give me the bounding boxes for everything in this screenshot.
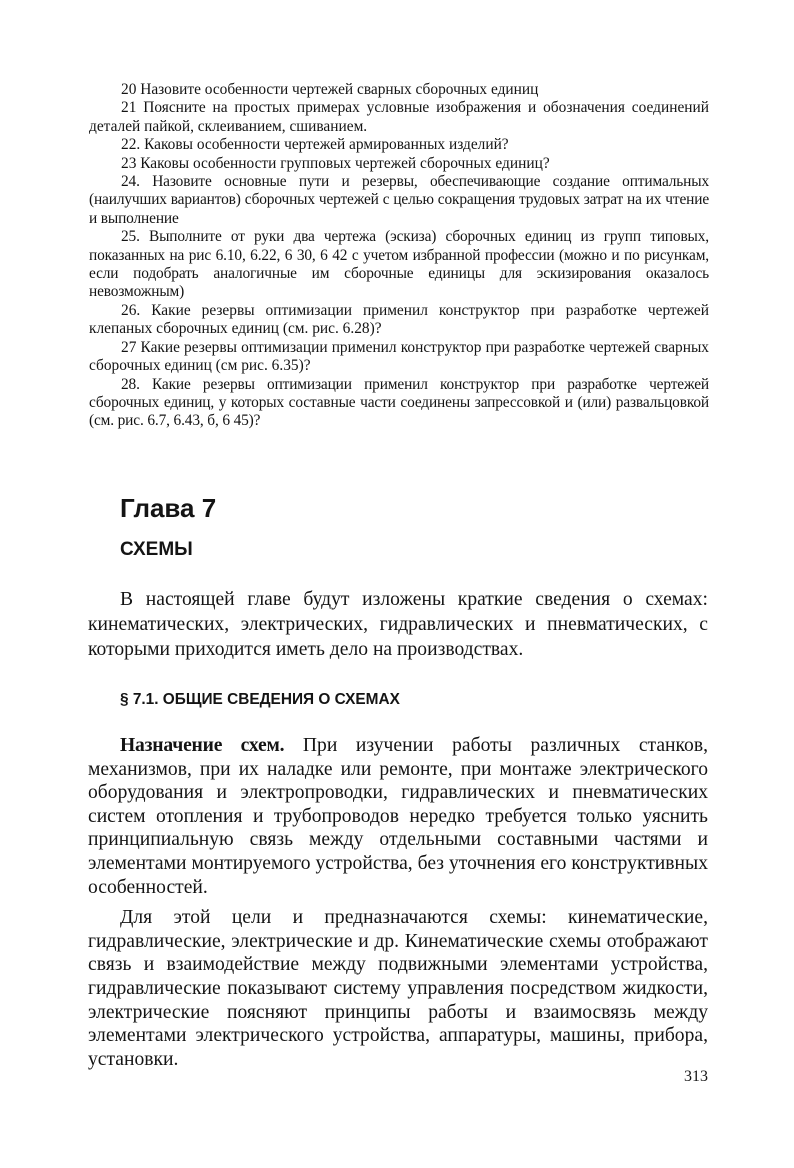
question-21: 21 Поясните на простых примерах условные изображения и обозначения соединений деталей пайкой, склеиванием, сшиванием. <box>89 99 709 135</box>
paragraph-purpose-text: При изучении работы различных станков, механизмов, при их наладке или ремонте, при монтаже электрического оборудования и электропроводки, гидравлических и пневматических систем отопления и трубопроводов нередко требуется только уяснить принципиальную связь между отдельными составными частями и элементами монтируемого устройства, без уточнения его конструктивных особенностей. <box>88 735 708 898</box>
paragraph-types: Для этой цели и предназначаются схемы: кинематические, гидравлические, электрические и др. Кинематические схемы отображают связь и взаимодействие между подвижными элементами устройства, гидравлические показывают систему управления посредством жидкости, электрические поясняют принципы работы и взаимосвязь между элементами электрического устройства, аппаратуры, машины, прибора, установки. <box>88 907 708 1070</box>
question-27: 27 Какие резервы оптимизации применил конструктор при разработке чертежей сварных сборочных единиц (см рис. 6.35)? <box>89 338 709 375</box>
question-22: 22. Каковы особенности чертежей армированных изделий? <box>121 136 509 154</box>
question-25: 25. Выполните от руки два чертежа (эскиза) сборочных единиц из групп типовых, показанных на рис 6.10, 6.22, 6 30, 6 42 с учетом избранной профессии (можно и по рисункам, если подобрать аналогичные им сборочные единицы для эскизирования оказалось невозможным) <box>89 228 709 301</box>
chapter-intro: В настоящей главе будут изложены краткие сведения о схемах: кинематических, электрических, гидравлических и пневматических, с которыми приходится иметь дело на производствах. <box>88 589 708 660</box>
section-heading: § 7.1. ОБЩИЕ СВЕДЕНИЯ О СХЕМАХ <box>120 691 400 708</box>
question-20: 20 Назовите особенности чертежей сварных сборочных единиц <box>121 81 539 98</box>
question-28: 28. Какие резервы оптимизации применил конструктор при разработке чертежей сборочных единиц, у которых составные части соединены запрессовкой и (или) развальцовкой (см. рис. 6.7, 6.43, б, 6 45)? <box>89 375 709 430</box>
chapter-title: СХЕМЫ <box>120 539 193 560</box>
question-26: 26. Какие резервы оптимизации применил конструктор при разработке чертежей клепаных сборочных единиц (см. рис. 6.28)? <box>89 301 709 338</box>
page-number: 313 <box>684 1068 708 1085</box>
review-questions <box>89 81 709 431</box>
chapter-number: Глава 7 <box>120 493 217 523</box>
paragraph-purpose <box>88 734 708 899</box>
question-24: 24. Назовите основные пути и резервы, обеспечивающие создание оптимальных (наилучших вариантов) сборочных чертежей с целью сокращения трудовых затрат на их чтение и выполнение <box>89 173 709 227</box>
question-23: 23 Каковы особенности групповых чертежей сборочных единиц? <box>121 154 550 172</box>
run-in-heading: Назначение схем. <box>120 735 285 756</box>
section-body <box>88 734 708 1078</box>
